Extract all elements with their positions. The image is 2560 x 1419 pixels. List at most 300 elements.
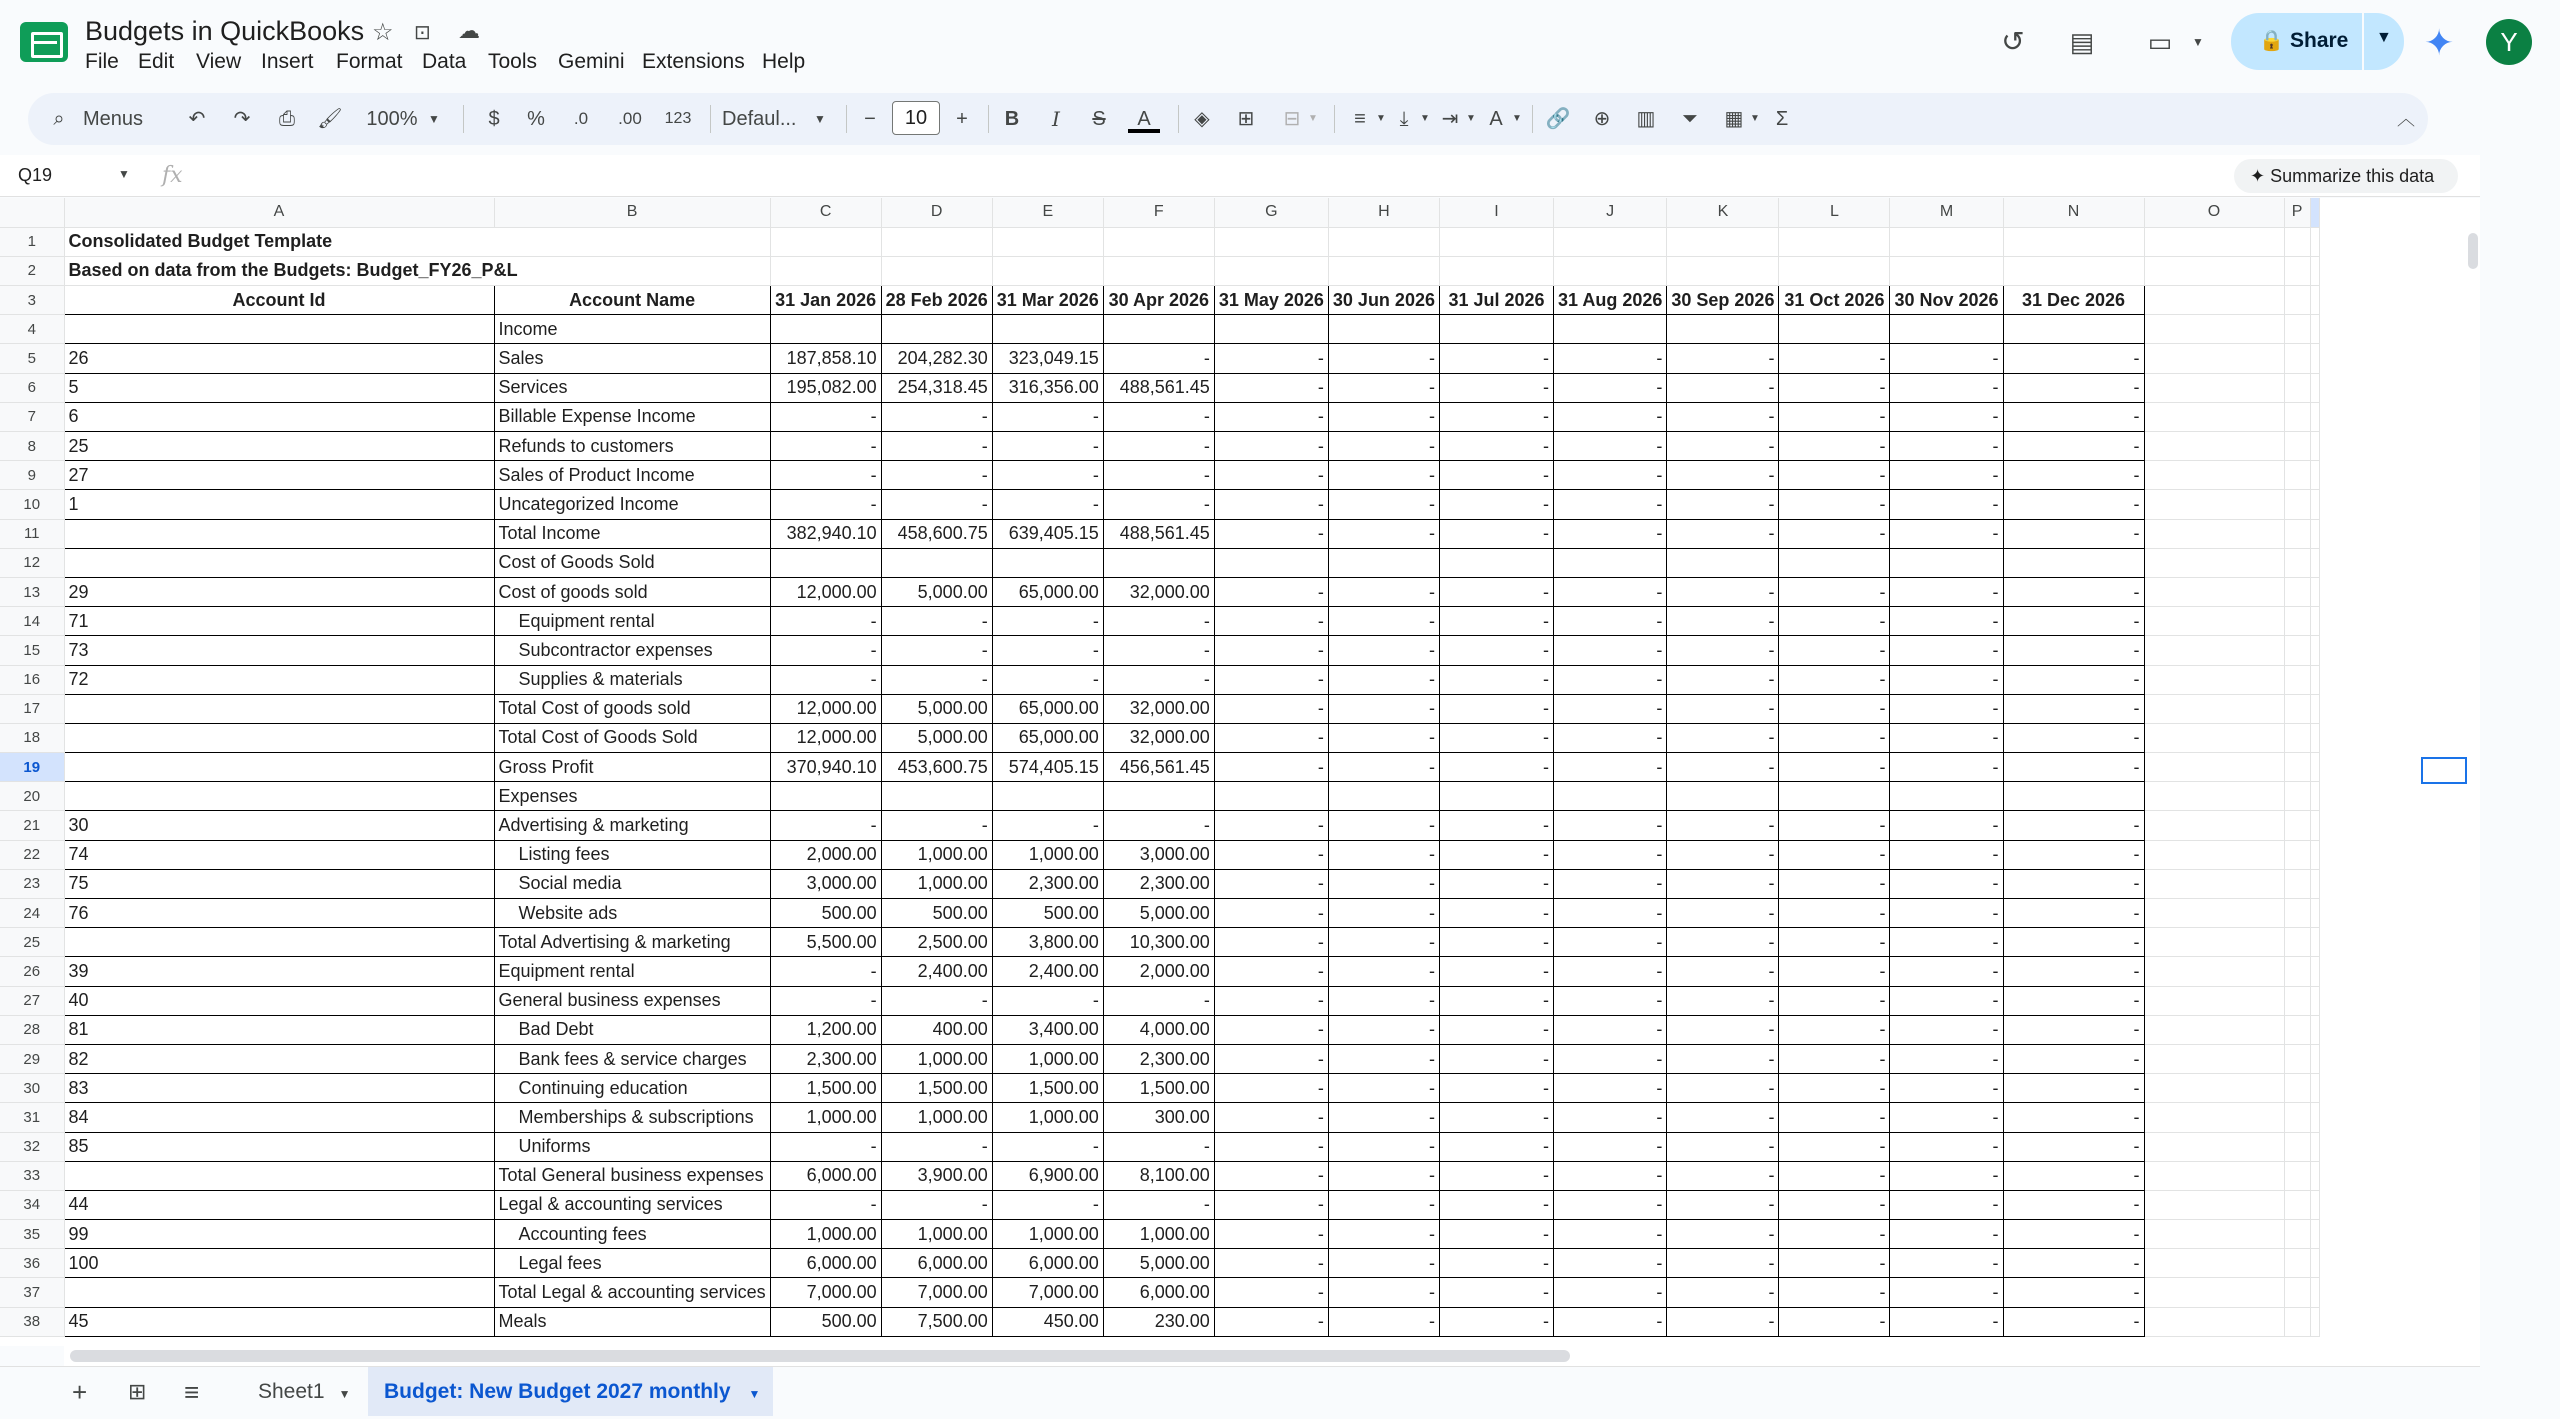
value-cell[interactable] [881,548,992,577]
value-cell[interactable]: - [1328,957,1439,986]
value-cell[interactable]: 2,300.00 [770,1044,881,1073]
value-cell[interactable]: 1,000.00 [770,1220,881,1249]
cell[interactable] [1890,256,2003,285]
value-cell[interactable]: - [1667,665,1779,694]
value-cell[interactable]: - [1779,1074,1890,1103]
cell[interactable] [2284,607,2310,636]
value-cell[interactable]: - [1439,1103,1553,1132]
value-cell[interactable]: 5,000.00 [881,723,992,752]
value-cell[interactable]: - [1328,490,1439,519]
value-cell[interactable] [1890,782,2003,811]
value-cell[interactable]: 574,405.15 [992,753,1103,782]
cell[interactable] [2144,1161,2284,1190]
value-cell[interactable]: 204,282.30 [881,344,992,373]
cell[interactable] [992,227,1103,256]
account-name-cell[interactable]: Advertising & marketing [494,811,770,840]
value-cell[interactable]: - [1667,1103,1779,1132]
font-dropdown-icon[interactable]: ▼ [814,112,826,126]
filter-views-dropdown-icon[interactable]: ▼ [1750,113,1760,124]
cell[interactable] [2144,402,2284,431]
row-header[interactable]: 24 [0,899,64,928]
cell[interactable] [2310,723,2319,752]
row-header[interactable]: 8 [0,432,64,461]
value-cell[interactable]: - [1667,723,1779,752]
cell[interactable] [2144,1190,2284,1219]
row-header[interactable]: 9 [0,461,64,490]
account-id-cell[interactable] [64,753,494,782]
value-cell[interactable]: - [1439,490,1553,519]
value-cell[interactable]: - [1328,1220,1439,1249]
value-cell[interactable]: - [1439,1249,1553,1278]
value-cell[interactable]: - [881,607,992,636]
value-cell[interactable]: - [1103,1132,1214,1161]
column-heading[interactable]: 28 Feb 2026 [881,286,992,315]
row-header[interactable]: 22 [0,840,64,869]
zoom-dropdown-icon[interactable]: ▼ [428,112,440,126]
cell[interactable] [1779,256,1890,285]
value-cell[interactable]: 2,300.00 [1103,1044,1214,1073]
column-header-a[interactable]: A [64,198,494,227]
cell[interactable] [2144,461,2284,490]
value-cell[interactable]: - [2003,694,2144,723]
value-cell[interactable]: - [1439,899,1553,928]
value-cell[interactable]: - [2003,1015,2144,1044]
cell[interactable] [2284,1190,2310,1219]
column-header-m[interactable]: M [1890,198,2003,227]
value-cell[interactable]: 458,600.75 [881,519,992,548]
cell[interactable] [2144,227,2284,256]
value-cell[interactable]: - [2003,1190,2144,1219]
value-cell[interactable]: - [1214,1103,1328,1132]
value-cell[interactable]: - [1328,1161,1439,1190]
align-dropdown-icon[interactable]: ▼ [1376,113,1386,124]
account-name-cell[interactable]: Gross Profit [494,753,770,782]
sheet-list-icon[interactable]: ⊞ [128,1379,147,1404]
value-cell[interactable]: - [1553,607,1666,636]
value-cell[interactable]: - [1553,1044,1666,1073]
value-cell[interactable]: - [1779,1307,1890,1336]
value-cell[interactable]: - [1667,694,1779,723]
value-cell[interactable]: - [2003,1278,2144,1307]
increase-decimal-button[interactable]: .00 [618,109,642,128]
value-cell[interactable] [881,315,992,344]
row-header[interactable]: 4 [0,315,64,344]
value-cell[interactable]: - [1890,1015,2003,1044]
value-cell[interactable]: - [1439,1015,1553,1044]
value-cell[interactable]: 65,000.00 [992,577,1103,606]
account-id-cell[interactable] [64,723,494,752]
cell[interactable] [2144,1015,2284,1044]
cell[interactable] [2144,519,2284,548]
column-heading[interactable]: Account Id [64,286,494,315]
value-cell[interactable]: - [1214,461,1328,490]
row-header[interactable]: 23 [0,869,64,898]
cell[interactable] [2284,1249,2310,1278]
account-id-cell[interactable]: 73 [64,636,494,665]
value-cell[interactable]: - [1890,1249,2003,1278]
value-cell[interactable]: 2,000.00 [1103,957,1214,986]
value-cell[interactable]: - [2003,723,2144,752]
account-id-cell[interactable]: 81 [64,1015,494,1044]
row-header[interactable]: 36 [0,1249,64,1278]
value-cell[interactable] [992,782,1103,811]
value-cell[interactable] [1214,782,1328,811]
value-cell[interactable]: - [992,607,1103,636]
value-cell[interactable]: - [1779,1103,1890,1132]
value-cell[interactable]: - [1667,753,1779,782]
value-cell[interactable]: - [2003,432,2144,461]
value-cell[interactable]: - [1439,344,1553,373]
row-header[interactable]: 1 [0,227,64,256]
account-id-cell[interactable] [64,548,494,577]
value-cell[interactable] [1779,548,1890,577]
value-cell[interactable]: - [1214,432,1328,461]
value-cell[interactable]: 400.00 [881,1015,992,1044]
value-cell[interactable]: - [1667,811,1779,840]
value-cell[interactable]: 456,561.45 [1103,753,1214,782]
value-cell[interactable]: - [1667,899,1779,928]
cell[interactable] [2284,753,2310,782]
value-cell[interactable]: - [1328,869,1439,898]
cell[interactable] [2310,1103,2319,1132]
row-header[interactable]: 14 [0,607,64,636]
value-cell[interactable]: - [992,461,1103,490]
value-cell[interactable]: - [992,1190,1103,1219]
row-header[interactable]: 34 [0,1190,64,1219]
font-select[interactable]: Defaul... [722,108,797,130]
tab-budget-2027[interactable] [368,1367,773,1416]
value-cell[interactable]: - [1214,373,1328,402]
value-cell[interactable]: - [1890,1307,2003,1336]
value-cell[interactable]: - [1103,986,1214,1015]
value-cell[interactable]: - [1553,344,1666,373]
value-cell[interactable]: - [1214,1132,1328,1161]
account-id-cell[interactable]: 45 [64,1307,494,1336]
row-header[interactable]: 30 [0,1074,64,1103]
undo-icon[interactable]: ↶ [188,108,206,130]
value-cell[interactable]: 6,000.00 [1103,1278,1214,1307]
cell[interactable] [2144,1220,2284,1249]
value-cell[interactable]: 2,400.00 [881,957,992,986]
value-cell[interactable]: - [2003,928,2144,957]
cell[interactable] [2310,840,2319,869]
value-cell[interactable]: - [1553,694,1666,723]
value-cell[interactable]: - [2003,1220,2144,1249]
value-cell[interactable]: - [881,811,992,840]
value-cell[interactable]: - [1779,1190,1890,1219]
value-cell[interactable]: - [1439,1044,1553,1073]
account-name-cell[interactable]: Website ads [494,899,770,928]
value-cell[interactable]: - [1439,723,1553,752]
value-cell[interactable]: - [1667,1249,1779,1278]
value-cell[interactable]: - [1667,840,1779,869]
value-cell[interactable]: - [770,490,881,519]
value-cell[interactable]: - [1328,1015,1439,1044]
value-cell[interactable]: - [1553,840,1666,869]
value-cell[interactable]: - [1667,1307,1779,1336]
account-id-cell[interactable] [64,694,494,723]
column-heading[interactable]: 30 Nov 2026 [1890,286,2003,315]
account-id-cell[interactable]: 25 [64,432,494,461]
value-cell[interactable]: - [1890,490,2003,519]
cell[interactable] [2284,957,2310,986]
value-cell[interactable]: - [1553,928,1666,957]
column-heading[interactable]: 31 May 2026 [1214,286,1328,315]
menu-tools[interactable]: Tools [488,50,538,73]
value-cell[interactable]: 1,000.00 [881,1044,992,1073]
value-cell[interactable]: - [1890,957,2003,986]
account-id-cell[interactable]: 30 [64,811,494,840]
row-header[interactable]: 37 [0,1278,64,1307]
account-id-cell[interactable] [64,519,494,548]
value-cell[interactable]: - [770,607,881,636]
value-cell[interactable]: - [1103,1190,1214,1219]
cell[interactable] [1553,227,1666,256]
value-cell[interactable]: - [2003,461,2144,490]
value-cell[interactable]: - [1439,373,1553,402]
value-cell[interactable]: - [1890,344,2003,373]
cell[interactable] [1779,227,1890,256]
value-cell[interactable]: - [1214,490,1328,519]
value-cell[interactable]: - [881,986,992,1015]
value-cell[interactable]: - [992,986,1103,1015]
value-cell[interactable]: - [1214,577,1328,606]
value-cell[interactable]: - [1214,986,1328,1015]
column-heading[interactable]: 31 Oct 2026 [1779,286,1890,315]
cell[interactable] [2144,1044,2284,1073]
value-cell[interactable] [1103,315,1214,344]
account-name-cell[interactable]: Refunds to customers [494,432,770,461]
value-cell[interactable]: - [881,490,992,519]
value-cell[interactable]: - [2003,1044,2144,1073]
account-name-cell[interactable]: Legal & accounting services [494,1190,770,1219]
value-cell[interactable]: - [1214,402,1328,431]
decrease-decimal-button[interactable]: .0 [573,109,589,128]
cell[interactable] [2144,723,2284,752]
value-cell[interactable]: 1,500.00 [1103,1074,1214,1103]
column-heading[interactable]: 31 Mar 2026 [992,286,1103,315]
value-cell[interactable]: - [1667,636,1779,665]
value-cell[interactable]: - [1779,694,1890,723]
value-cell[interactable]: - [1890,1103,2003,1132]
value-cell[interactable]: - [1890,636,2003,665]
account-id-cell[interactable]: 44 [64,1190,494,1219]
value-cell[interactable]: 12,000.00 [770,723,881,752]
account-id-cell[interactable]: 1 [64,490,494,519]
account-name-cell[interactable]: Legal fees [494,1249,770,1278]
value-cell[interactable] [1328,315,1439,344]
cell[interactable] [2144,694,2284,723]
value-cell[interactable] [992,548,1103,577]
cell[interactable] [2284,840,2310,869]
row-header[interactable]: 26 [0,957,64,986]
value-cell[interactable]: 2,500.00 [881,928,992,957]
cell[interactable] [2284,694,2310,723]
value-cell[interactable]: 500.00 [770,1307,881,1336]
value-cell[interactable]: - [1328,840,1439,869]
account-name-cell[interactable]: Continuing education [494,1074,770,1103]
cell[interactable] [2144,1074,2284,1103]
menu-gemini[interactable]: Gemini [558,50,625,73]
value-cell[interactable]: - [1779,1161,1890,1190]
bold-button[interactable]: B [1004,108,1020,130]
value-cell[interactable]: - [2003,753,2144,782]
value-cell[interactable]: 500.00 [992,899,1103,928]
value-cell[interactable] [1328,548,1439,577]
value-cell[interactable]: - [770,986,881,1015]
cell[interactable] [1553,256,1666,285]
cell[interactable] [2284,1278,2310,1307]
cell[interactable] [2003,227,2144,256]
value-cell[interactable]: - [1667,373,1779,402]
value-cell[interactable]: 7,000.00 [770,1278,881,1307]
value-cell[interactable]: 32,000.00 [1103,694,1214,723]
column-header-h[interactable]: H [1328,198,1439,227]
cell[interactable] [2310,373,2319,402]
value-cell[interactable]: - [1328,1044,1439,1073]
value-cell[interactable]: - [1890,373,2003,402]
value-cell[interactable]: - [1328,1307,1439,1336]
value-cell[interactable]: - [1779,811,1890,840]
cell[interactable] [2144,1132,2284,1161]
cell[interactable] [2144,1103,2284,1132]
account-id-cell[interactable]: 40 [64,986,494,1015]
cell[interactable] [770,227,881,256]
cell[interactable] [1103,227,1214,256]
value-cell[interactable]: 2,300.00 [1103,869,1214,898]
filter-icon[interactable]: ⏷ [1682,108,1698,130]
insert-link-icon[interactable]: 🔗 [1545,108,1571,130]
cell[interactable] [2144,840,2284,869]
cell[interactable] [2310,286,2319,315]
value-cell[interactable]: - [1553,1132,1666,1161]
value-cell[interactable]: - [1328,665,1439,694]
cell[interactable] [2310,577,2319,606]
value-cell[interactable]: 65,000.00 [992,694,1103,723]
value-cell[interactable]: 1,000.00 [770,1103,881,1132]
percent-format-button[interactable]: % [527,108,545,130]
account-name-cell[interactable]: Income [494,315,770,344]
tab-dropdown-icon[interactable]: ▼ [338,1387,351,1401]
value-cell[interactable]: - [1103,607,1214,636]
cell[interactable] [2310,227,2319,256]
value-cell[interactable]: 4,000.00 [1103,1015,1214,1044]
value-cell[interactable]: 7,500.00 [881,1307,992,1336]
zoom-select[interactable]: 100% [366,108,418,130]
value-cell[interactable]: - [2003,869,2144,898]
text-color-button[interactable]: A [1128,105,1160,133]
menus-search-label[interactable]: Menus [83,108,144,130]
value-cell[interactable]: 1,000.00 [881,869,992,898]
value-cell[interactable]: - [2003,986,2144,1015]
column-header-g[interactable]: G [1214,198,1328,227]
value-cell[interactable]: 6,900.00 [992,1161,1103,1190]
sheet-table[interactable] [0,198,2320,1337]
cell[interactable] [2144,1307,2284,1336]
value-cell[interactable]: - [1328,811,1439,840]
value-cell[interactable]: - [1779,928,1890,957]
value-cell[interactable]: - [1214,899,1328,928]
redo-icon[interactable]: ↷ [233,108,251,130]
account-name-cell[interactable]: Total Cost of goods sold [494,694,770,723]
value-cell[interactable]: - [1214,694,1328,723]
value-cell[interactable] [770,782,881,811]
value-cell[interactable]: - [881,402,992,431]
cell[interactable] [2003,256,2144,285]
value-cell[interactable]: - [992,432,1103,461]
value-cell[interactable]: - [1214,1161,1328,1190]
value-cell[interactable]: - [770,402,881,431]
value-cell[interactable]: - [2003,840,2144,869]
cell[interactable] [1103,256,1214,285]
tab-sheet1[interactable] [240,1367,365,1416]
value-cell[interactable]: - [1667,461,1779,490]
cell[interactable] [2310,1044,2319,1073]
cell[interactable] [2284,227,2310,256]
value-cell[interactable]: - [1779,607,1890,636]
column-header-f[interactable]: F [1103,198,1214,227]
functions-button[interactable]: Σ [1775,108,1789,130]
value-cell[interactable]: - [1214,1015,1328,1044]
value-cell[interactable]: - [770,811,881,840]
value-cell[interactable]: - [1439,1190,1553,1219]
value-cell[interactable]: - [1667,928,1779,957]
value-cell[interactable]: - [1328,899,1439,928]
row-header[interactable]: 18 [0,723,64,752]
collapse-toolbar-icon[interactable]: ︿ [2397,109,2415,129]
value-cell[interactable]: - [1439,986,1553,1015]
value-cell[interactable]: - [1328,694,1439,723]
value-cell[interactable]: - [1890,665,2003,694]
name-box[interactable]: Q19 [18,165,53,185]
value-cell[interactable]: - [1890,519,2003,548]
value-cell[interactable]: - [1439,665,1553,694]
row-header[interactable]: 27 [0,986,64,1015]
row-header[interactable]: 25 [0,928,64,957]
row-header[interactable]: 11 [0,519,64,548]
cell[interactable] [2310,344,2319,373]
value-cell[interactable]: - [1328,432,1439,461]
value-cell[interactable]: - [1214,753,1328,782]
value-cell[interactable]: - [1553,1278,1666,1307]
account-name-cell[interactable]: Services [494,373,770,402]
value-cell[interactable]: - [1439,957,1553,986]
row-header[interactable]: 15 [0,636,64,665]
value-cell[interactable]: - [881,432,992,461]
account-id-cell[interactable]: 27 [64,461,494,490]
value-cell[interactable] [1890,315,2003,344]
menu-edit[interactable]: Edit [138,50,175,73]
sheet-title[interactable]: Consolidated Budget Template [64,227,770,256]
value-cell[interactable]: 5,000.00 [1103,1249,1214,1278]
value-cell[interactable]: - [2003,490,2144,519]
value-cell[interactable]: - [1890,986,2003,1015]
value-cell[interactable]: - [1779,986,1890,1015]
cell[interactable] [2310,753,2319,782]
cell[interactable] [2310,869,2319,898]
value-cell[interactable]: 5,000.00 [881,694,992,723]
share-button[interactable] [2231,13,2404,70]
vertical-align-icon[interactable]: ⤓ [1399,108,1409,130]
value-cell[interactable]: 1,000.00 [881,840,992,869]
row-header[interactable]: 32 [0,1132,64,1161]
value-cell[interactable] [881,782,992,811]
cell[interactable] [2284,461,2310,490]
account-id-cell[interactable]: 99 [64,1220,494,1249]
cell[interactable] [2144,315,2284,344]
fill-color-icon[interactable]: ◈ [1194,108,1210,130]
value-cell[interactable]: - [1103,432,1214,461]
